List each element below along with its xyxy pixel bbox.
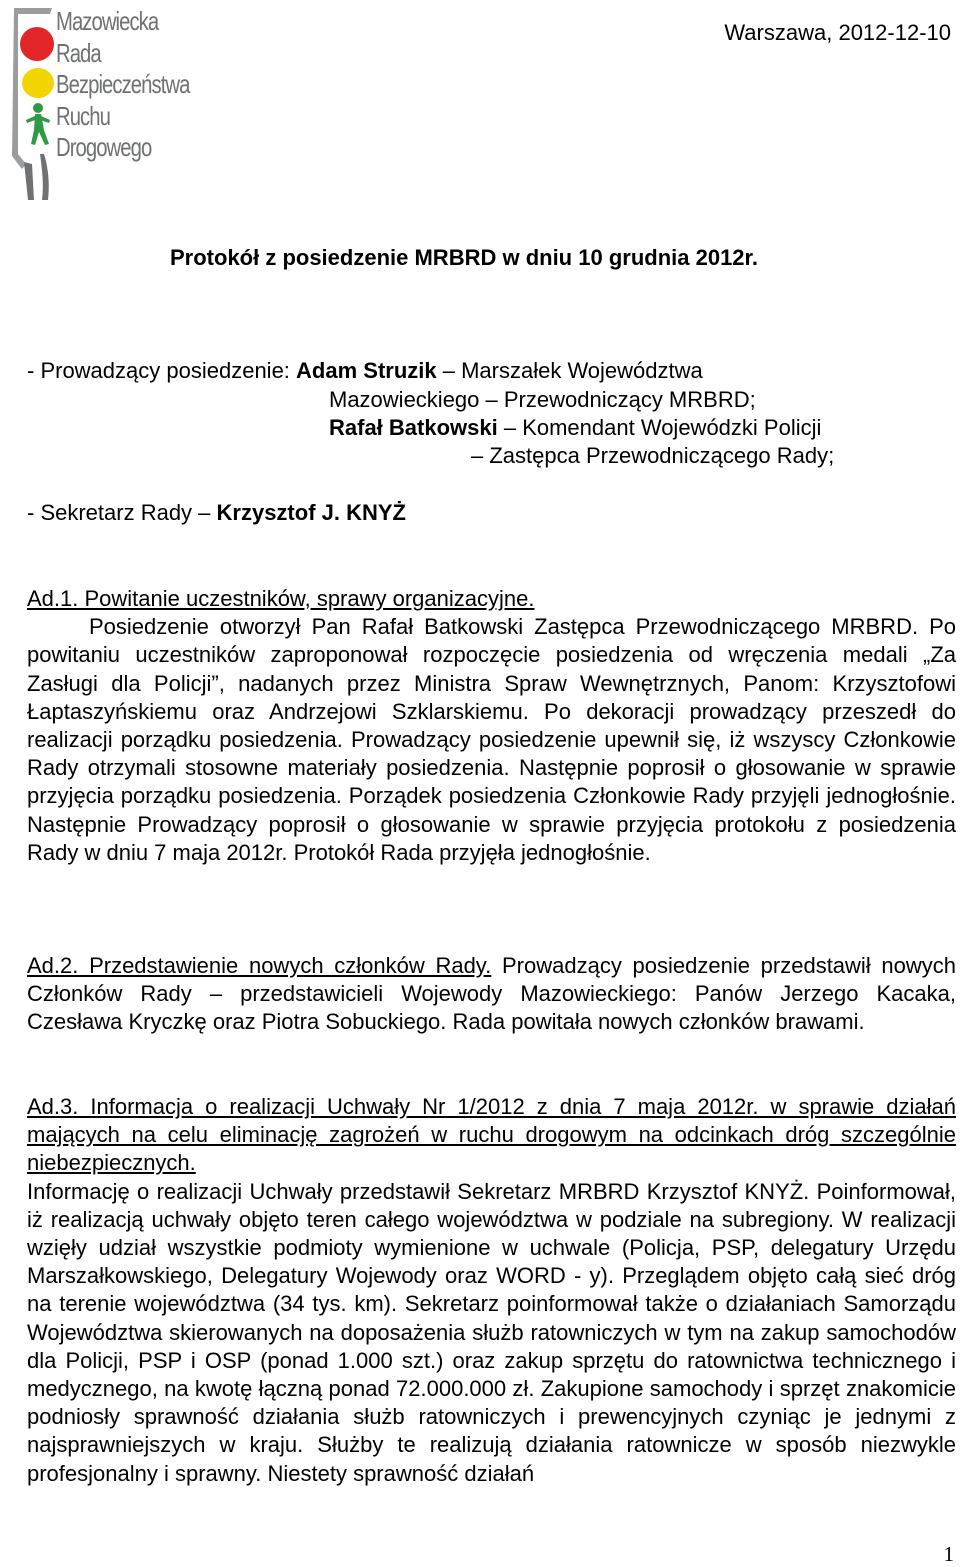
chair-line-2 (329, 387, 756, 413)
document-title: Protokół z posiedzenie MRBRD w dniu 10 grudnia 2012r. (170, 245, 758, 270)
chair-prefix: - Prowadzący posiedzenie: (27, 358, 297, 383)
ad2-heading: Ad.2. Przedstawienie nowych członków Rady. (27, 953, 492, 978)
secretary-line (27, 500, 406, 526)
logo-line: Drogowego (56, 132, 152, 162)
chair2-role-cont: – Zastępca Przewodniczącego Rady; (471, 443, 835, 468)
ad1-text: Posiedzenie otworzył Pan Rafał Batkowski Zastępca Przewodniczącego MRBRD. Po powitaniu uczestników zaproponował rozpoczęcie posiedzenia od wręczenia medali „Za Zasługi dla Policji”, nadanych przez Ministra Spraw Wewnętrznych, Panom: Krzysztofowi Łaptaszyńskiemu oraz Andrzejowi Szklarskiemu. Po dekoracji prowadzący przeszedł do realizacji porządku posiedzenia. Prowadzący posiedzenie upewnił się, iż wszyscy Członkowie Rady otrzymali stosowne materiały posiedzenia. Następnie poprosił o głosowanie w sprawie przyjęcia porządku posiedzenia. Porządek posiedzenia Członkowie Rady przyjęli jednogłośnie. Następnie Prowadzący poprosił o głosowanie w sprawie przyjęcia protokołu z posiedzenia Rady w dniu 7 maja 2012r. Protokół Rada przyjęła jednogłośnie. (27, 614, 956, 865)
chair-line-3 (329, 415, 821, 441)
chair2-name: Rafał Batkowski (329, 415, 498, 440)
chair-line-1 (27, 358, 703, 384)
ad2-text: Prowadzący posiedzenie przedstawił nowych Członków Rady – przedstawicieli Wojewody Mazowieckiego: Panów Jerzego Kacaka, Czesława Kryczkę oraz Piotra Sobuckiego. Rada powitała nowych członków brawami. (27, 953, 957, 1035)
chair1-role: – Marszałek Województwa (436, 358, 703, 383)
page-number: 1 (943, 1542, 954, 1566)
document-date: Warszawa, 2012-12-10 (724, 20, 951, 45)
ad3-heading: Ad.3. Informacja o realizacji Uchwały Nr 1/2012 z dnia 7 maja 2012r. w sprawie działań mających na celu eliminację zagrożeń w ruchu drogowym na odcinkach dróg szczególnie niebezpiecznych. (27, 1094, 956, 1176)
logo-line: Bezpieczeństwa (56, 69, 190, 99)
chair-line-4 (471, 443, 834, 469)
traffic-light-icon (4, 4, 64, 204)
ad1-heading: Ad.1. Powitanie uczestników, sprawy organizacyjne. (27, 586, 535, 611)
chair1-name: Adam Struzik (296, 358, 437, 383)
logo-line: Ruchu (56, 100, 110, 131)
chair2-role: – Komendant Wojewódzki Policji (497, 415, 822, 440)
logo-line: Rada (56, 37, 101, 68)
mrbrd-logo (4, 4, 194, 204)
ad3-text: Informację o realizacji Uchwały przedstawił Sekretarz MRBRD Krzysztof KNYŻ. Poinformował, iż realizacją uchwały objęto teren całego województwa w podziale na subregiony. W realizacji wzięły udział wszystkie podmioty wymienione w uchwale (Policja, PSP, delegatury Urzędu Marszałkowskiego, Delegatury Wojewody oraz WORD - y). Przeglądem objęto całą sieć dróg na terenie województwa (34 tys. km). Sekretarz poinformował także o działaniach Samorządu Województwa skierowanych na doposażenia służb ratowniczych w tym na zakup samochodów dla Policji, PSP i OSP (ponad 1.000 szt.) oraz zakup sprzętu do ratownictwa technicznego i medycznego, na kwotę łączną ponad 72.000.000 zł. Zakupione samochody i sprzęt znakomicie podniosły sprawność działania służb ratowniczych i prewencyjnych czyniąc je jednymi z najsprawniejszych w kraju. Służby te realizują działania ratownicze w sposób niezwykle profesjonalny i sprawny. Niestety sprawność działań (27, 1178, 956, 1486)
section-ad2 (27, 952, 956, 1037)
logo-line: Mazowiecka (56, 6, 159, 36)
secretary-name: Krzysztof J. KNYŻ (216, 500, 406, 525)
section-ad3 (27, 1093, 956, 1488)
section-ad1 (27, 585, 956, 867)
secretary-prefix: - Sekretarz Rady – (27, 500, 217, 525)
logo-text (56, 6, 189, 164)
chair1-role-cont: Mazowieckiego – Przewodniczący MRBRD; (329, 387, 756, 412)
